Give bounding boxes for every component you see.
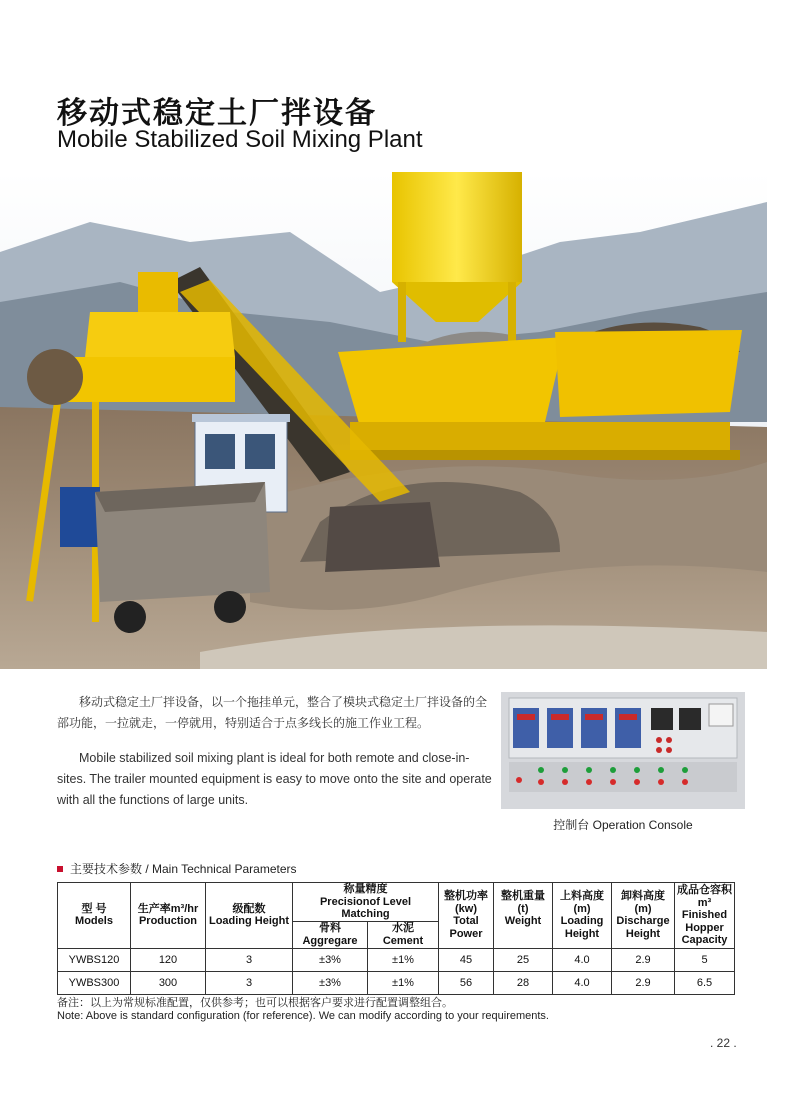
header-text: Capacity (681, 934, 728, 946)
header-text: Production (138, 915, 198, 928)
header-text: 生产率m³/hr (137, 902, 199, 915)
header-weight (494, 883, 553, 949)
note-en: Note: Above is standard configuration (for reference). We can modify according to your requirements. (57, 1010, 549, 1022)
cell-cement: ±1% (368, 971, 439, 994)
cell-production: 300 (131, 971, 206, 994)
header-text: 水泥 (392, 922, 414, 934)
header-text: Precisionof Level Matching (319, 895, 412, 920)
cell-weight: 25 (494, 948, 553, 971)
header-text: 型 号 (81, 902, 107, 915)
description-en: Mobile stabilized soil mixing plant is ideal for both remote and close-in-sites. The trailer mounted equipment is easy to move onto the site and operate with all the functions of large units. (57, 751, 492, 807)
header-power (439, 883, 494, 949)
technical-parameters-table (57, 882, 735, 995)
page-title-cn: 移动式稳定土厂拌设备 (57, 96, 377, 131)
header-text: 称量精度 (343, 883, 388, 895)
cell-cement: ±1% (368, 948, 439, 971)
header-text: Weight (504, 915, 542, 928)
header-text: (m) (573, 902, 591, 915)
header-text: (kw) (455, 902, 477, 915)
header-cement (368, 921, 439, 948)
cell-discharge-height: 2.9 (612, 971, 675, 994)
table-header-row (58, 883, 735, 922)
table-row (58, 948, 735, 971)
header-text: 骨料 (319, 922, 341, 934)
header-aggregate (293, 921, 368, 948)
cell-loading-height: 4.0 (553, 948, 612, 971)
page-number: . 22 . (710, 1036, 737, 1050)
cell-power: 56 (439, 971, 494, 994)
cell-aggregate: ±3% (293, 948, 368, 971)
cell-hopper: 6.5 (675, 971, 735, 994)
cell-hopper: 5 (675, 948, 735, 971)
header-hopper-capacity (675, 883, 735, 949)
header-text: Finished (681, 909, 728, 921)
operation-console-photo (501, 692, 745, 809)
header-text: Height (564, 927, 600, 940)
cell-grades: 3 (206, 948, 293, 971)
header-precision (293, 883, 439, 922)
mixing-plant-photo (0, 172, 767, 669)
cell-aggregate: ±3% (293, 971, 368, 994)
page-title-en: Mobile Stabilized Soil Mixing Plant (57, 126, 423, 153)
note-cn: 备注：以上为常规标准配置，仅供参考；也可以根据客户要求进行配置调整组合。 (57, 996, 453, 1009)
section-heading (57, 860, 297, 877)
header-text: Total (453, 915, 479, 928)
header-discharge-height (612, 883, 675, 949)
header-text: Power (449, 927, 483, 940)
cell-model: YWBS300 (58, 971, 131, 994)
header-text: Aggregare (302, 934, 358, 947)
section-heading-text: 主要技术参数 / Main Technical Parameters (70, 862, 297, 876)
header-text: Height (625, 927, 661, 940)
console-caption: 控制台 Operation Console (553, 818, 693, 832)
header-text: 整机功率 (444, 890, 488, 903)
header-text: 成品仓容积m³ (677, 884, 732, 909)
header-text: (m) (634, 902, 652, 915)
cell-production: 120 (131, 948, 206, 971)
header-production (131, 883, 206, 949)
header-text: Loading (560, 915, 604, 928)
header-text: Loading Height (208, 915, 290, 928)
cell-discharge-height: 2.9 (612, 948, 675, 971)
header-text: 整机重量 (501, 890, 545, 903)
header-text: (t) (517, 902, 529, 915)
header-text: Hopper (685, 921, 724, 934)
header-loading-height (206, 883, 293, 949)
bullet-square-icon (57, 866, 63, 872)
header-text: 上料高度 (560, 890, 604, 903)
cell-power: 45 (439, 948, 494, 971)
header-text: Discharge (616, 915, 670, 928)
cell-model: YWBS120 (58, 948, 131, 971)
cell-grades: 3 (206, 971, 293, 994)
header-text: 级配数 (232, 902, 266, 915)
cell-weight: 28 (494, 971, 553, 994)
header-text: Models (75, 915, 113, 928)
cell-loading-height: 4.0 (553, 971, 612, 994)
table-row (58, 971, 735, 994)
header-model (58, 883, 131, 949)
header-feed-height (553, 883, 612, 949)
description-cn: 移动式稳定土厂拌设备，以一个拖挂单元，整合了模块式稳定土厂拌设备的全部功能，一拉就走，一停就用，特别适合于点多线长的施工作业工程。 (57, 695, 488, 730)
header-text: Cement (382, 934, 424, 947)
header-text: 卸料高度 (621, 890, 665, 903)
